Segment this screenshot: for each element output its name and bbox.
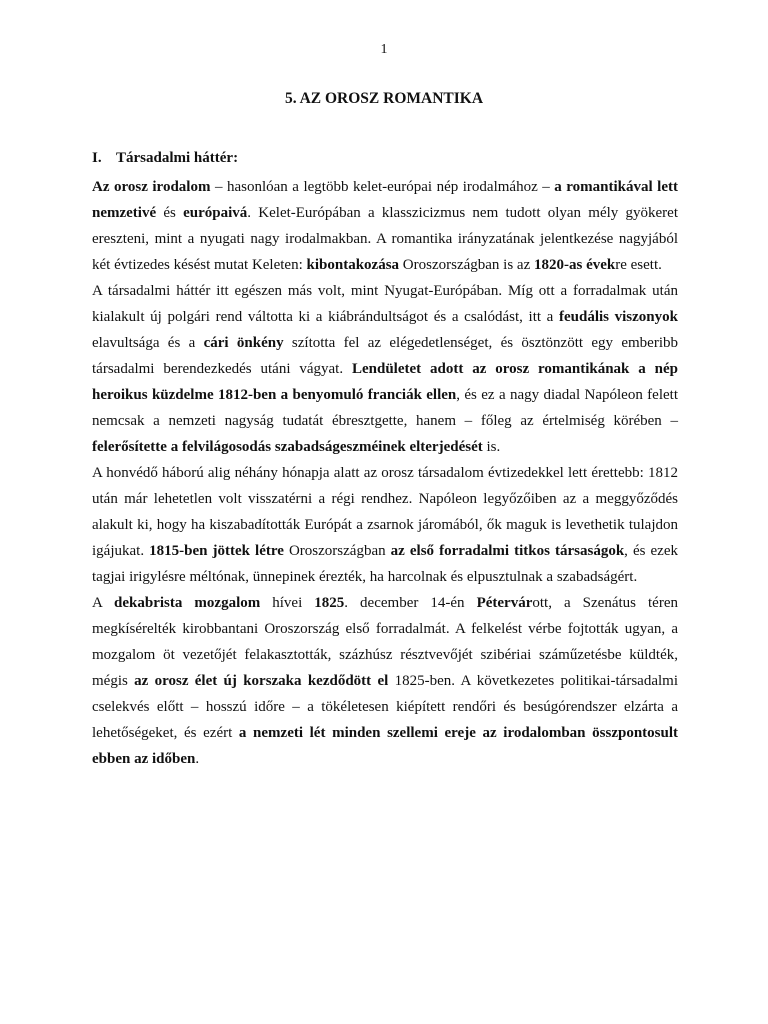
text-run: A bbox=[92, 595, 115, 611]
paragraph-4 bbox=[92, 590, 678, 772]
text-run: , és ez a nagy diadal Napóleon felett nemcsak a nemzeti nagyság tudatát ébresztgette, hanem – főleg az értelmiség körében – bbox=[92, 387, 678, 429]
text-run: elavultsága és a bbox=[92, 335, 204, 351]
bold-run: Lendületet adott az orosz romantikának a nép heroikus küzdelme 1812-ben a benyomuló franciák ellen bbox=[92, 361, 678, 403]
text-run: és bbox=[156, 205, 184, 221]
bold-run: a nemzeti lét minden szellemi ereje az irodalomban összpontosult ebben az időben bbox=[92, 725, 678, 767]
text-run: ott, a Szenátus téren megkísérelték kirobbantani Oroszország első forradalmát. A felkelést vérbe fojtották ugyan, a mozgalom öt vezetőjét felakasztották, százhúsz résztvevőjét szibériai száműzetésbe küldték, mégis bbox=[92, 595, 678, 689]
bold-run: kibontakozása bbox=[306, 257, 400, 273]
bold-run: dekabrista mozgalom bbox=[114, 595, 261, 611]
bold-run: Pétervár bbox=[476, 595, 533, 611]
bold-run: 1825 bbox=[314, 595, 345, 611]
section-title: Társadalmi háttér: bbox=[116, 150, 239, 166]
text-run: A honvédő háború alig néhány hónapja alatt az orosz társadalom évtizedekkel lett érettebb: 1812 után már lehetetlen volt visszatérni a régi rendhez. Napóleon legyőzőiben az a meggyőződés alakult ki, hogy ha kiszabadították Európát a zsarnok járomából, ők maguk is levethetik tulajdon igájukat. bbox=[92, 465, 678, 559]
text-run: hívei bbox=[260, 595, 315, 611]
bold-run: európaivá bbox=[183, 205, 248, 221]
bold-run: Az orosz irodalom bbox=[92, 179, 211, 195]
text-run: re esett. bbox=[615, 257, 662, 273]
bold-run: felerősítette a felvilágosodás szabadságeszméinek elterjedését bbox=[92, 439, 483, 455]
text-run: is. bbox=[482, 439, 501, 455]
text-run: Oroszországban is az bbox=[399, 257, 534, 273]
bold-run: a romantikával lett nemzetivé bbox=[92, 179, 678, 221]
bold-run: 1820-as évek bbox=[534, 257, 616, 273]
text-run: A társadalmi háttér itt egészen más volt, mint Nyugat-Európában. Míg ott a forradalmak után kialakult új polgári rend váltotta ki a kiábrándultságot és a csalódást, itt a bbox=[92, 283, 678, 325]
text-run: . december 14-én bbox=[344, 595, 477, 611]
text-run: 1825-ben. A következetes politikai-társadalmi cselekvés előtt – hosszú időre – a tökéletesen kiépített rendőri és besúgórendszer elzárta a lehetőségeket, és ezért bbox=[92, 673, 678, 741]
bold-run: az első forradalmi titkos társaságok bbox=[390, 543, 625, 559]
paragraph-3 bbox=[92, 460, 678, 590]
bold-run: feudális viszonyok bbox=[558, 309, 678, 325]
paragraph-1 bbox=[92, 174, 678, 278]
text-run: , és ezek tagjai irigylésre méltónak, ünnepinek érezték, ha harcolnak és elpusztulnak a szabadságért. bbox=[92, 543, 678, 585]
document-body bbox=[92, 174, 678, 772]
text-run: Oroszországban bbox=[283, 543, 391, 559]
page-title: 5. AZ OROSZ ROMANTIKA bbox=[284, 90, 484, 107]
bold-run: cári önkény bbox=[203, 335, 284, 351]
paragraph-2 bbox=[92, 278, 678, 460]
section-number: I. bbox=[92, 150, 102, 166]
bold-run: 1815-ben jöttek létre bbox=[149, 543, 284, 559]
bold-run: az orosz élet új korszaka kezdődött el bbox=[134, 673, 389, 689]
page-number: 1 bbox=[380, 42, 388, 57]
text-run: szította fel az elégedetlenséget, és ösztönzött egy emberibb társadalmi berendezkedés utáni vágyat. bbox=[92, 335, 678, 377]
text-run: – hasonlóan a legtöbb kelet-európai nép irodalmához – bbox=[210, 179, 555, 195]
text-run: . Kelet-Európában a klasszicizmus nem tudott olyan mély gyökeret ereszteni, mint a nyugati nagy irodalmakban. A romantika irányzatának jelentkezése nagyjából két évtizedes késést mutat Keleten: bbox=[92, 205, 679, 273]
text-run: . bbox=[195, 751, 200, 767]
section-heading bbox=[92, 150, 238, 167]
